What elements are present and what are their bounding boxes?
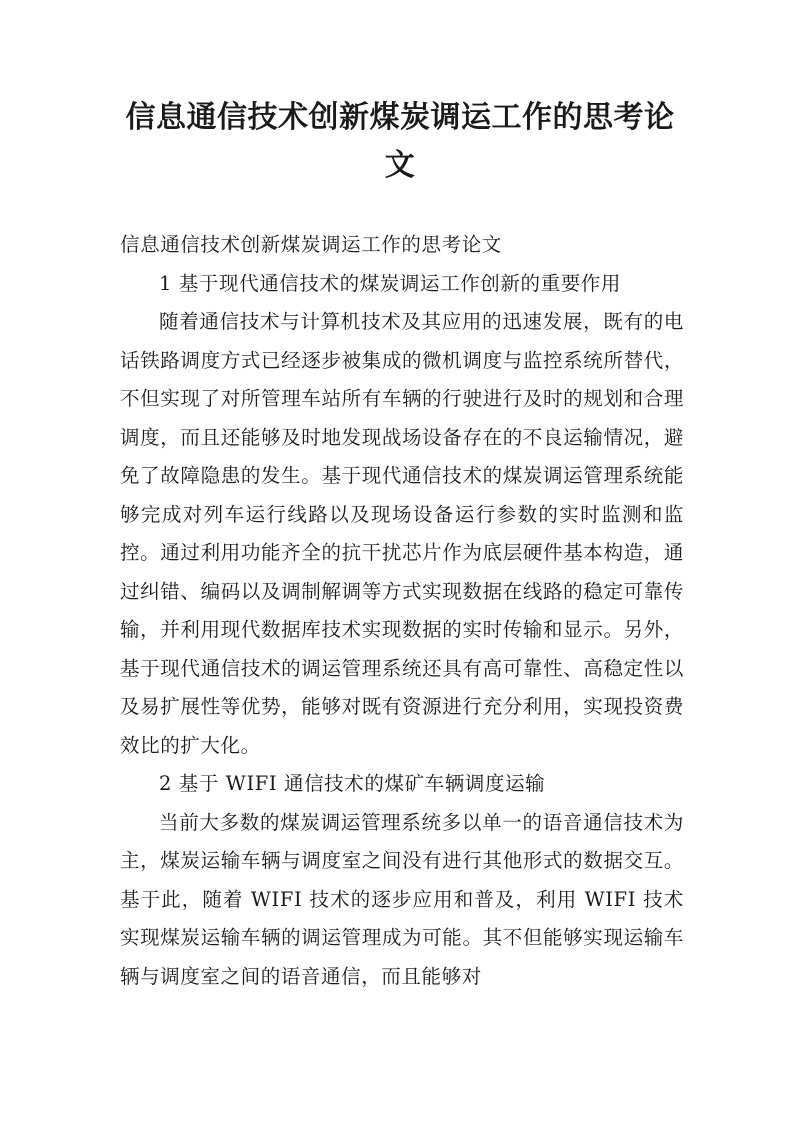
document-title: 信息通信技术创新煤炭调运工作的思考论文 (125, 100, 675, 183)
section-2-paragraph: 当前大多数的煤炭调运管理系统多以单一的语音通信技术为主，煤炭运输车辆与调度室之间没有进行其他形式的数据交互。基于此，随着 WIFI 技术的逐步应用和普及，利用 WIFI 技术实现煤炭运输车辆的调运管理成为可能。其不但能够实现运输车辆与调度室之间的语音通信，而且能够对 (120, 810, 684, 988)
section-1-paragraph: 随着通信技术与计算机技术及其应用的迅速发展，既有的电话铁路调度方式已经逐步被集成的微机调度与监控系统所替代，不但实现了对所管理车站所有车辆的行驶进行及时的规划和合理调度，而且还能够及时地发现战场设备存在的不良运输情况，避免了故障隐患的发生。基于现代通信技术的煤炭调运管理系统能够完成对列车运行线路以及现场设备运行参数的实时监测和监控。通过利用功能齐全的抗干扰芯片作为底层硬件基本构造，通过纠错、编码以及调制解调等方式实现数据在线路的稳定可靠传输，并利用现代数据库技术实现数据的实时传输和显示。另外，基于现代通信技术的调运管理系统还具有高可靠性、高稳定性以及易扩展性等优势，能够对既有资源进行充分利用，实现投资费效比的扩大化。 (120, 310, 684, 757)
subtitle-line: 信息通信技术创新煤炭调运工作的思考论文 (120, 233, 502, 256)
section-2-heading: 2 基于 WIFI 通信技术的煤矿车辆调度运输 (159, 772, 546, 795)
document-body (120, 226, 684, 996)
section-1-heading: 1 基于现代通信技术的煤炭调运工作创新的重要作用 (159, 271, 622, 295)
